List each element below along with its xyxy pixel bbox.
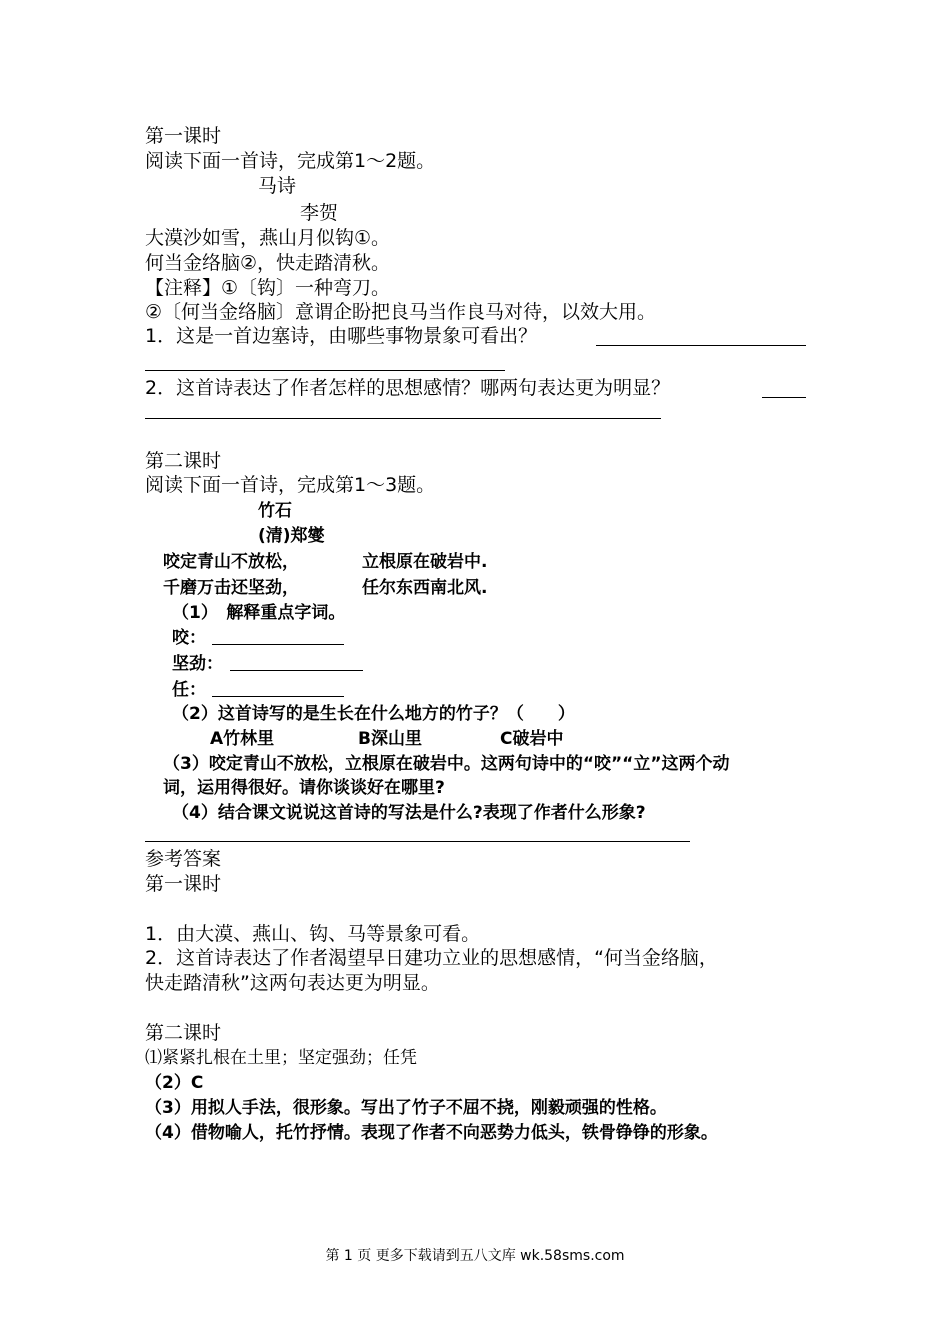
lesson2-question1: （1） 解释重点字词。	[172, 603, 346, 623]
answer2-1: ⑴紧紧扎根在土里；坚定强劲；任凭	[145, 1048, 417, 1068]
page-footer: 第 1 页 更多下载请到五八文库 wk.58sms.com	[325, 1248, 625, 1264]
answer-blank	[145, 841, 690, 842]
lesson2-question3-line2: 词，运用得很好。请你谈谈好在哪里?	[163, 778, 445, 798]
poem1-line2: 何当金络脑②，快走踏清秋。	[145, 252, 391, 274]
poem1-line1: 大漠沙如雪，燕山月似钩①。	[145, 227, 391, 249]
poem2-title: 竹石	[258, 501, 292, 521]
word-jianjin: 坚劲：	[172, 654, 223, 674]
answer1-1: 1．由大漠、燕山、钩、马等景象可看。	[145, 923, 481, 945]
poem1-note2: ②〔何当金络脑〕意谓企盼把良马当作良马对待，以效大用。	[145, 301, 657, 323]
lesson1-question1: 1．这是一首边塞诗，由哪些事物景象可看出？	[145, 325, 538, 347]
lesson2-question4: （4）结合课文说说这首诗的写法是什么?表现了作者什么形象?	[172, 803, 646, 823]
lesson2-instruction: 阅读下面一首诗，完成第1～3题。	[145, 474, 436, 496]
poem2-line2a: 千磨万击还坚劲，	[163, 578, 299, 598]
poem1-author: 李贺	[300, 202, 339, 224]
poem1-note1: 【注释】①〔钩〕一种弯刀。	[145, 277, 391, 299]
poem2-line2b: 任尔东西南北风.	[362, 578, 488, 598]
option-c: C破岩中	[500, 729, 564, 749]
answer1-2-line1: 2．这首诗表达了作者渴望早日建功立业的思想感情，“何当金络脑，	[145, 947, 718, 969]
answer-blank	[145, 418, 661, 419]
answer-blank	[762, 397, 806, 398]
poem2-line1a: 咬定青山不放松，	[163, 552, 299, 572]
lesson1-instruction: 阅读下面一首诗，完成第1～2题。	[145, 150, 436, 172]
answer2-4: （4）借物喻人，托竹抒情。表现了作者不向恶势力低头，铁骨铮铮的形象。	[145, 1123, 718, 1143]
lesson2-heading: 第二课时	[145, 450, 222, 472]
answer-blank	[145, 370, 505, 371]
poem1-title: 马诗	[258, 175, 297, 197]
word-yao: 咬：	[172, 628, 206, 648]
lesson1-question2: 2．这首诗表达了作者怎样的思想感情？哪两句表达更为明显？	[145, 377, 671, 399]
answers-lesson2-heading: 第二课时	[145, 1022, 222, 1044]
answer-blank	[596, 345, 806, 346]
poem2-line1b: 立根原在破岩中.	[362, 552, 488, 572]
option-b: B深山里	[358, 729, 422, 749]
option-a: A竹林里	[210, 729, 275, 749]
lesson2-question2: （2）这首诗写的是生长在什么地方的竹子？（ ）	[172, 704, 575, 724]
answer2-2: （2）C	[145, 1073, 204, 1093]
answer1-2-line2: 快走踏清秋”这两句表达更为明显。	[145, 972, 440, 994]
answers-lesson1-heading: 第一课时	[145, 873, 222, 895]
answers-heading: 参考答案	[145, 848, 222, 870]
lesson2-question3-line1: （3）咬定青山不放松，立根原在破岩中。这两句诗中的“咬”“立”这两个动	[163, 754, 730, 774]
answer2-3: （3）用拟人手法，很形象。写出了竹子不屈不挠，刚毅顽强的性格。	[145, 1098, 667, 1118]
answer-blank	[212, 696, 344, 697]
lesson1-heading: 第一课时	[145, 125, 222, 147]
answer-blank	[230, 670, 363, 671]
answer-blank	[212, 644, 344, 645]
poem2-author: (清)郑燮	[258, 526, 325, 546]
word-ren: 任：	[172, 680, 206, 700]
